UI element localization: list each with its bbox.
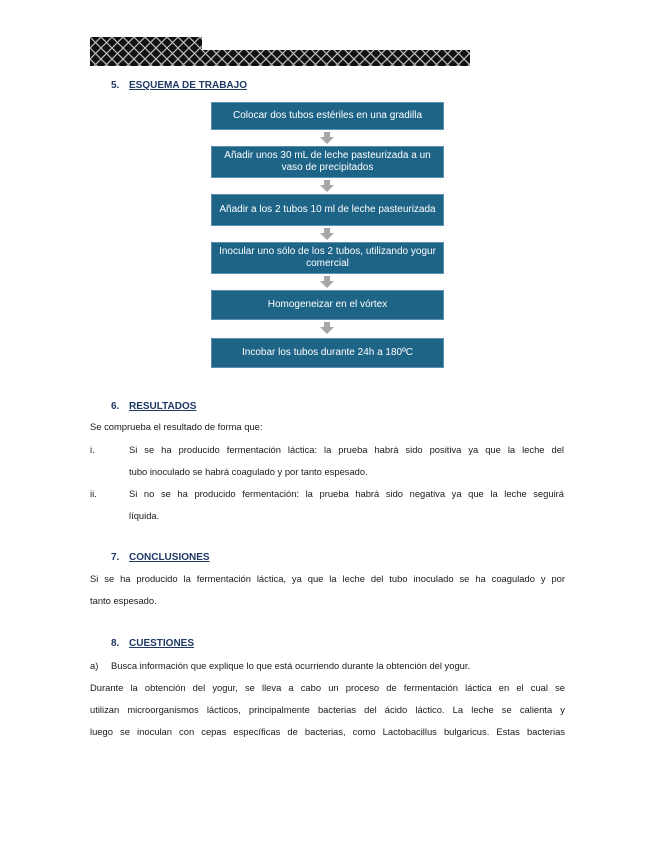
section-title: CUESTIONES [129, 638, 195, 649]
section-number: 6. [111, 401, 120, 412]
flow-step-4: Inocular uno sólo de los 2 tubos, utilizando yogur comercial [211, 242, 444, 274]
section-number: 5. [111, 80, 120, 91]
section-heading-7 [111, 552, 210, 563]
answer-line: luego se inoculan con cepas específicas de bacterias, como Lactobacillus bulgaricus. Estas bacterias [90, 726, 565, 737]
conclusions-line: Si se ha producido la fermentación láctica, ya que la leche del tubo inoculado se ha coagulado y por [90, 573, 565, 584]
results-item-marker: ii. [90, 488, 97, 499]
flow-step-5: Homogeneizar en el vórtex [211, 290, 444, 320]
section-heading-5 [111, 80, 247, 91]
flow-arrow-down-icon [320, 322, 334, 334]
question-text: Busca información que explique lo que está ocurriendo durante la obtención del yogur. [111, 660, 471, 671]
answer-line: utilizan microorganismos lácticos, principalmente bacterias del ácido láctico. La leche se calienta y [90, 704, 565, 715]
answer-line: Durante la obtención del yogur, se lleva a cabo un proceso de fermentación láctica en el cual se [90, 682, 565, 693]
flow-arrow-down-icon [320, 228, 334, 240]
results-item-line: Si se ha producido fermentación láctica: la prueba habrá sido positiva ya que la leche del [129, 444, 564, 455]
flow-step-1: Colocar dos tubos estériles en una gradilla [211, 102, 444, 130]
section-number: 7. [111, 552, 120, 563]
question-marker: a) [90, 660, 99, 671]
flow-arrow-down-icon [320, 132, 334, 144]
flow-step-2: Añadir unos 30 mL de leche pasteurizada a un vaso de precipitados [211, 146, 444, 178]
conclusions-line: tanto espesado. [90, 595, 157, 606]
section-title: RESULTADOS [129, 401, 197, 412]
results-item-marker: i. [90, 444, 95, 455]
flow-step-6: Incobar los tubos durante 24h a 180ºC [211, 338, 444, 368]
section-heading-6 [111, 401, 196, 412]
header-pattern-band [90, 37, 470, 66]
flow-arrow-down-icon [320, 276, 334, 288]
section-heading-8 [111, 638, 194, 649]
section-number: 8. [111, 638, 120, 649]
flow-arrow-down-icon [320, 180, 334, 192]
section-title: CONCLUSIONES [129, 552, 210, 563]
section-title: ESQUEMA DE TRABAJO [129, 80, 247, 91]
results-intro: Se comprueba el resultado de forma que: [90, 421, 263, 432]
results-item-line: tubo inoculado se habrá coagulado y por tanto espesado. [129, 466, 368, 477]
flow-step-3: Añadir a los 2 tubos 10 ml de leche pasteurizada [211, 194, 444, 226]
results-item-line: líquida. [129, 510, 160, 521]
results-item-line: Si no se ha producido fermentación: la prueba habrá sido negativa ya que la leche seguirá [129, 488, 564, 499]
